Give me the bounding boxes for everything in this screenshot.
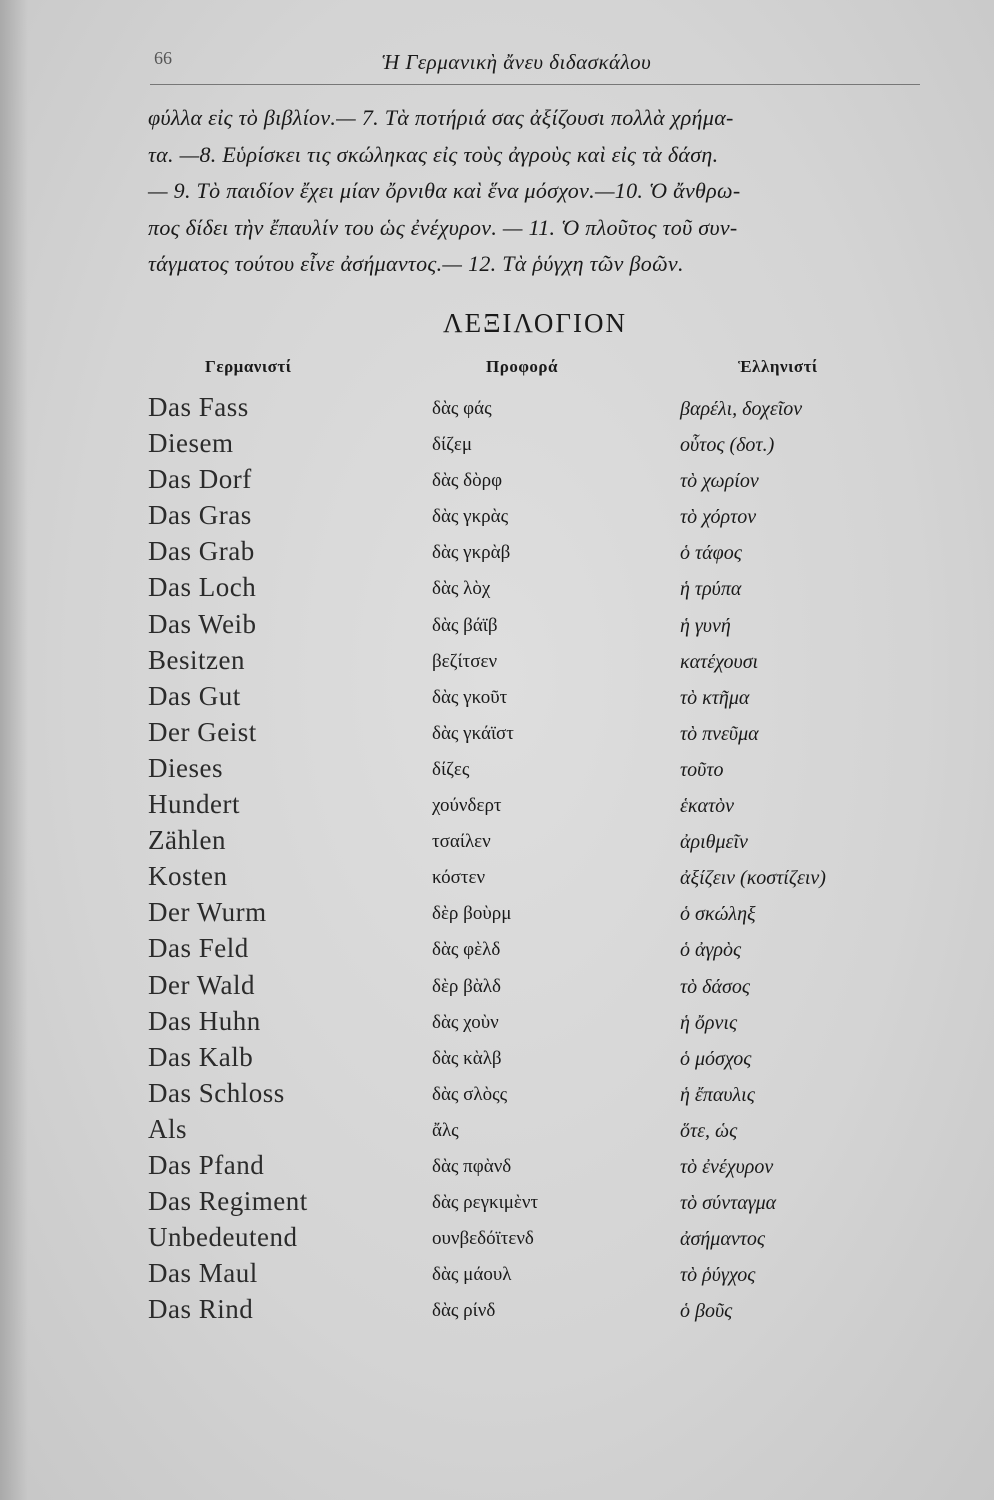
greek-translation: ἡ ἔπαυλις [680,1083,755,1106]
greek-translation: τὸ κτῆμα [680,686,750,709]
german-word: Das Pfand [148,1149,265,1180]
greek-translation: ὁ σκώληξ [680,903,756,926]
pronunciation: ουνβεδόϊτενδ [432,1228,534,1250]
pronunciation: δὲρ βὰλδ [432,975,501,997]
vocabulary-row [0,681,994,717]
greek-translation: ἀξίζειν (κοστίζειν) [680,867,826,890]
vocabulary-row [0,1186,994,1222]
vocabulary-row [0,1258,994,1294]
pronunciation: δὰς ρεγκιμὲντ [432,1192,539,1214]
greek-translation: τοῦτο [680,758,724,781]
greek-translation: τὸ χωρίον [680,470,759,493]
greek-translation: ὁ τάφος [680,542,742,565]
greek-translation: ἡ τρύπα [680,578,742,601]
german-word: Zählen [148,825,226,856]
greek-translation: ὁ μόσχος [680,1047,752,1070]
pronunciation: δὰς γκρὰς [432,506,509,528]
greek-translation: ἡ ὄρνις [680,1011,738,1034]
german-word: Der Wald [148,969,256,1000]
vocabulary-row [0,1006,994,1042]
pronunciation: ἄλς [432,1119,459,1141]
pronunciation: δὰς σλὸςς [432,1083,508,1105]
german-word: Das Maul [148,1258,258,1289]
exercise-line: τα. —8. Εὑρίσκει τις σκώληκας εἰς τοὺς ἀγροὺς καὶ εἰς τὰ δάση. [148,141,719,167]
exercise-line: τάγματος τούτου εἶνε ἀσήμαντος.— 12. Τὰ ῥύγχη τῶν βοῶν. [148,251,684,276]
greek-translation: ὅτε, ὡς [680,1119,738,1142]
vocabulary-row [0,428,994,464]
german-word: Das Loch [148,572,257,603]
vocabulary-row [0,1150,994,1186]
german-word: Hundert [148,789,240,820]
vocabulary-row [0,825,994,861]
greek-translation: τὸ πνεῦμα [680,722,759,745]
pronunciation: δὰς πφὰνδ [432,1155,512,1177]
greek-translation: ἀριθμεῖν [680,831,748,854]
greek-translation: ἀσήμαντος [680,1228,765,1251]
pronunciation: δίζες [432,758,470,780]
german-word: Dieses [148,752,223,783]
german-word: Unbedeutend [148,1222,298,1253]
pronunciation: δὰς χοὺν [432,1011,499,1033]
greek-translation: τὸ χόρτον [680,506,757,529]
german-word: Das Gut [148,680,241,711]
column-header-pronunciation: Προφορά [486,357,559,376]
pronunciation: δὰς γκάϊστ [432,722,514,744]
vocabulary-row [0,536,994,572]
pronunciation: δὰς λὸχ [432,578,491,600]
greek-translation: ἑκατὸν [680,795,735,818]
page-header [150,44,910,84]
pronunciation: δὰς δὸρφ [432,470,503,492]
running-title: Ἡ Γερμανικὴ ἄνευ διδασκάλου [382,50,652,74]
german-word: Kosten [148,861,228,892]
vocabulary-row [0,1114,994,1150]
german-word: Das Fass [148,392,249,422]
exercise-text [148,100,948,283]
german-word: Das Dorf [148,464,252,495]
vocabulary-row [0,717,994,753]
pronunciation: δὰς γκρὰβ [432,542,511,564]
pronunciation: χούνδερτ [432,795,502,817]
vocabulary-row [0,464,994,500]
pronunciation: δίζεμ [432,434,473,456]
header-rule [150,84,920,85]
pronunciation: δὰς μάουλ [432,1264,512,1286]
vocabulary-row [0,970,994,1006]
vocabulary-row [0,500,994,536]
vocabulary-row [0,789,994,825]
pronunciation: δὰς κὰλβ [432,1047,502,1069]
pronunciation: δὲρ βοὺρμ [432,903,512,925]
greek-translation: τὸ σύνταγμα [680,1192,777,1215]
pronunciation: δὰς ρίνδ [432,1300,496,1322]
vocabulary-row [0,1078,994,1114]
pronunciation: δὰς βάϊβ [432,614,498,636]
greek-translation: ἡ γυνή [680,614,731,637]
exercise-line: πος δίδει τὴν ἔπαυλίν του ὡς ἐνέχυρον. — 11. Ὁ πλοῦτος τοῦ συν- [148,214,738,240]
greek-translation: τὸ ῥύγχος [680,1264,756,1287]
german-word: Der Geist [148,716,257,747]
german-word: Das Regiment [148,1186,308,1217]
german-word: Das Gras [148,500,252,531]
pronunciation: βεζίτσεν [432,650,498,672]
vocabulary-row [0,897,994,933]
vocabulary-table [0,392,994,1330]
pronunciation: κόστεν [432,867,486,889]
exercise-line: — 9. Τὸ παιδίον ἔχει μίαν ὄρνιθα καὶ ἕνα μόσχον.—10. Ὁ ἄνθρω- [148,178,741,203]
pronunciation: δὰς φὲλδ [432,939,501,961]
greek-translation: τὸ δάσος [680,975,750,998]
column-header-greek: Ἑλληνιστί [738,357,818,376]
vocabulary-row [0,392,994,428]
vocabulary-row [0,933,994,969]
page-number: 66 [154,48,172,68]
greek-translation: ὁ βοῦς [680,1300,733,1323]
vocabulary-row [0,645,994,681]
vocabulary-row [0,861,994,897]
german-word: Das Weib [148,608,257,639]
greek-translation: κατέχουσι [680,650,759,673]
greek-translation: οὗτος (δοτ.) [680,434,775,457]
vocabulary-row [0,572,994,608]
german-word: Das Huhn [148,1005,261,1036]
greek-translation: ὁ ἀγρὸς [680,939,742,962]
german-word: Diesem [148,428,234,459]
german-word: Als [148,1113,188,1144]
column-header-german: Γερμανιστί [205,357,292,376]
vocabulary-row [0,1294,994,1330]
pronunciation: δὰς γκοῦτ [432,686,508,708]
german-word: Besitzen [148,644,245,675]
vocabulary-row [0,753,994,789]
german-word: Das Grab [148,536,255,567]
greek-translation: βαρέλι, δοχεῖον [680,398,803,420]
german-word: Das Rind [148,1294,254,1325]
german-word: Das Schloss [148,1077,285,1108]
german-word: Das Feld [148,933,249,964]
exercise-line: φύλλα εἰς τὸ βιβλίον.— 7. Τὰ ποτήριά σας ἀξίζουσι πολλὰ χρήμα- [148,105,734,130]
vocabulary-row [0,1222,994,1258]
greek-translation: τὸ ἐνέχυρον [680,1155,774,1178]
pronunciation: δὰς φάς [432,398,492,419]
pronunciation: τσαίλεν [432,831,491,853]
lexicon-title: ΛΕΞΙΛΟΓΙΟΝ [443,308,627,338]
vocabulary-row [0,1042,994,1078]
german-word: Der Wurm [148,897,267,928]
vocabulary-row [0,609,994,645]
german-word: Das Kalb [148,1041,254,1072]
